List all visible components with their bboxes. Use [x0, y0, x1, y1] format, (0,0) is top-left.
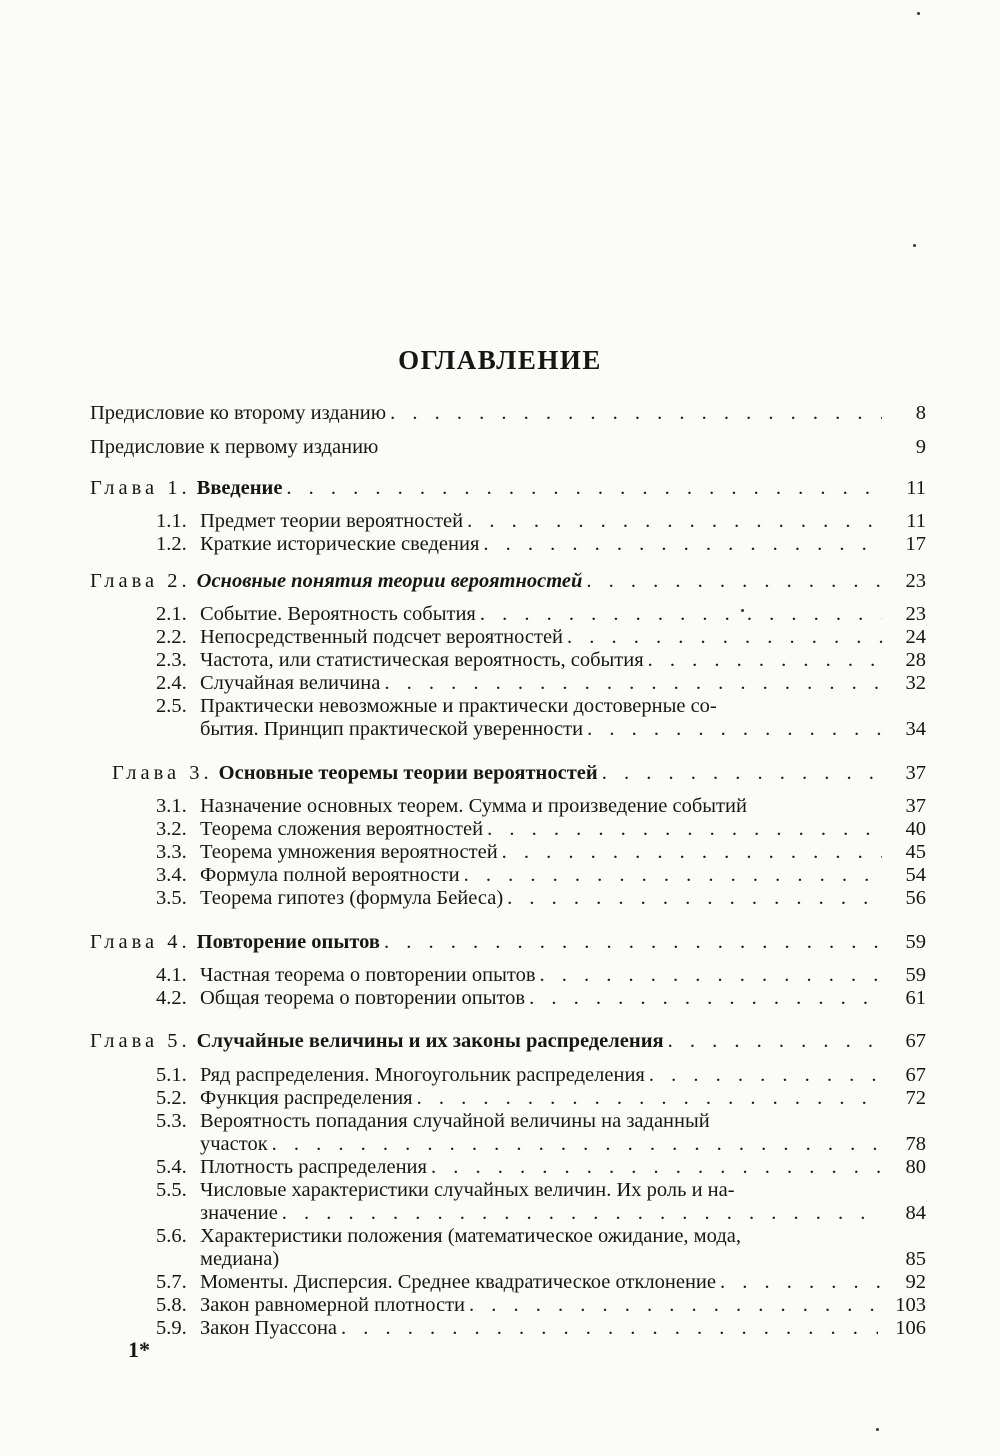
section-number: 5.7. — [156, 1271, 187, 1293]
toc-section-2-4 — [156, 671, 926, 695]
page-number: 9 — [915, 436, 926, 458]
leader-dots — [720, 1270, 882, 1294]
leader-dots — [540, 963, 882, 987]
entry-text: Предисловие к первому изданию — [90, 436, 379, 458]
section-text-line-1: Числовые характеристики случайных величин. Их роль и на- — [200, 1179, 735, 1201]
toc-section-3-3 — [156, 840, 926, 864]
toc-section-3-5 — [156, 886, 926, 910]
section-text: Случайная величина — [200, 672, 381, 694]
section-text-line-1: Характеристики положения (математическое ожидание, мода, — [200, 1225, 741, 1247]
toc-section-5-5 — [156, 1178, 926, 1226]
section-text: Событие. Вероятность события — [200, 603, 476, 625]
section-text: Формула полной вероятности — [200, 864, 460, 886]
section-number: 1.1. — [156, 510, 187, 532]
section-number: 2.4. — [156, 672, 187, 694]
toc-entry-preface-1 — [90, 435, 926, 459]
section-text-line-2: участок — [200, 1133, 268, 1155]
chapter-title: Повторение опытов — [196, 931, 380, 953]
page-number: 24 — [905, 626, 926, 648]
section-number: 5.5. — [156, 1179, 187, 1201]
section-text: Общая теорема о повторении опытов — [200, 987, 526, 1009]
page-number: 23 — [905, 603, 926, 625]
page-number: 67 — [905, 1064, 926, 1086]
chapter-prefix: Глава 1. — [90, 477, 191, 499]
leader-dots — [384, 671, 882, 695]
section-number: 5.1. — [156, 1064, 187, 1086]
chapter-title: Основные понятия теории вероятностей — [196, 570, 583, 592]
section-number: 2.1. — [156, 603, 187, 625]
chapter-prefix: Глава 2. — [90, 570, 191, 592]
page-number: 32 — [905, 672, 926, 694]
section-number: 1.2. — [156, 533, 187, 555]
toc-section-1-2 — [156, 532, 926, 556]
toc-section-2-5 — [156, 694, 926, 742]
section-text-line-2: бытия. Принцип практической уверенности — [200, 718, 584, 740]
page-number: 92 — [905, 1271, 926, 1293]
section-number: 2.5. — [156, 695, 187, 717]
leader-dots — [282, 1201, 882, 1225]
leader-dots — [286, 476, 882, 500]
page-number: 56 — [905, 887, 926, 909]
section-text: Теорема умножения вероятностей — [200, 841, 498, 863]
page-number: 23 — [905, 570, 926, 592]
leader-dots — [464, 863, 882, 887]
scan-speck — [876, 1428, 879, 1431]
page-number: 37 — [905, 795, 926, 817]
toc-section-4-2 — [156, 986, 926, 1010]
entry-text: Предисловие ко второму изданию — [90, 402, 387, 424]
page-number: 54 — [905, 864, 926, 886]
toc-section-3-1 — [156, 794, 926, 818]
section-text-line-2: медиана) — [200, 1248, 280, 1270]
toc-section-5-2 — [156, 1086, 926, 1110]
leader-dots — [529, 986, 882, 1010]
page-number: 84 — [905, 1202, 926, 1224]
section-number: 5.9. — [156, 1317, 187, 1339]
section-text: Краткие исторические сведения — [200, 533, 480, 555]
section-number: 2.3. — [156, 649, 187, 671]
page-number: 80 — [905, 1156, 926, 1178]
toc-chapter-3 — [112, 761, 926, 785]
section-number: 2.2. — [156, 626, 187, 648]
toc-chapter-4 — [90, 930, 926, 954]
page-number: 78 — [905, 1133, 926, 1155]
scan-speck — [917, 12, 920, 15]
page-number: 59 — [905, 964, 926, 986]
section-text: Назначение основных теорем. Сумма и произведение событий — [200, 795, 747, 817]
section-text: Моменты. Дисперсия. Среднее квадратическое отклонение — [200, 1271, 716, 1293]
page-number: 11 — [906, 477, 926, 499]
page-number: 106 — [895, 1317, 926, 1339]
toc-section-2-2 — [156, 625, 926, 649]
chapter-title: Основные теоремы теории вероятностей — [218, 762, 598, 784]
leader-dots — [587, 717, 882, 741]
page-number: 103 — [895, 1294, 926, 1316]
toc-section-3-2 — [156, 817, 926, 841]
page-number: 37 — [905, 762, 926, 784]
toc-section-2-3 — [156, 648, 926, 672]
leader-dots — [502, 840, 882, 864]
section-number: 3.3. — [156, 841, 187, 863]
leader-dots — [417, 1086, 882, 1110]
section-text: Предмет теории вероятностей — [200, 510, 464, 532]
leader-dots — [649, 1063, 882, 1087]
toc-chapter-1 — [90, 476, 926, 500]
section-text: Частота, или статистическая вероятность, события — [200, 649, 644, 671]
page-number: 8 — [915, 402, 926, 424]
section-text: Закон равномерной плотности — [200, 1294, 466, 1316]
leader-dots — [469, 1293, 878, 1317]
section-text: Закон Пуассона — [200, 1317, 338, 1339]
toc-section-5-8 — [156, 1293, 926, 1317]
toc-section-5-6 — [156, 1224, 926, 1272]
section-number: 5.2. — [156, 1087, 187, 1109]
toc-section-5-3 — [156, 1109, 926, 1157]
leader-dots — [467, 509, 882, 533]
section-number: 5.4. — [156, 1156, 187, 1178]
page-number: 34 — [905, 718, 926, 740]
leader-dots — [390, 401, 882, 425]
toc-chapter-5 — [90, 1029, 926, 1053]
leader-dots — [341, 1316, 878, 1340]
scan-speck — [913, 244, 916, 247]
section-number: 4.2. — [156, 987, 187, 1009]
toc-section-1-1 — [156, 509, 926, 533]
leader-dots — [384, 930, 882, 954]
leader-dots — [483, 532, 882, 556]
toc-section-3-4 — [156, 863, 926, 887]
section-text: Непосредственный подсчет вероятностей — [200, 626, 564, 648]
page-title: ОГЛАВЛЕНИЕ — [398, 345, 602, 375]
chapter-title: Случайные величины и их законы распределения — [196, 1030, 664, 1052]
section-text-line-1: Практически невозможные и практически достоверные со- — [200, 695, 717, 717]
section-number: 3.4. — [156, 864, 187, 886]
page-number: 40 — [905, 818, 926, 840]
section-text: Ряд распределения. Многоугольник распределения — [200, 1064, 645, 1086]
section-number: 5.8. — [156, 1294, 187, 1316]
leader-dots — [487, 817, 882, 841]
toc-section-4-1 — [156, 963, 926, 987]
signature-mark: 1* — [128, 1337, 150, 1362]
page-number: 61 — [905, 987, 926, 1009]
page-number: 17 — [905, 533, 926, 555]
toc-section-5-7 — [156, 1270, 926, 1294]
toc-entry-preface-2 — [90, 401, 926, 425]
leader-dots — [586, 569, 882, 593]
page-number: 28 — [905, 649, 926, 671]
toc-section-2-1 — [156, 602, 926, 626]
leader-dots — [668, 1029, 882, 1053]
chapter-title: Введение — [196, 477, 283, 499]
section-text-line-1: Вероятность попадания случайной величины на заданный — [200, 1110, 710, 1132]
section-text: Частная теорема о повторении опытов — [200, 964, 536, 986]
section-number: 3.5. — [156, 887, 187, 909]
page-number: 67 — [905, 1030, 926, 1052]
section-number: 5.6. — [156, 1225, 187, 1247]
section-number: 3.2. — [156, 818, 187, 840]
leader-dots — [272, 1132, 882, 1156]
section-text-line-2: значение — [200, 1202, 278, 1224]
leader-dots — [567, 625, 882, 649]
chapter-prefix: Глава 4. — [90, 931, 191, 953]
section-number: 3.1. — [156, 795, 187, 817]
leader-dots — [480, 602, 882, 626]
section-number: 4.1. — [156, 964, 187, 986]
leader-dots — [431, 1155, 882, 1179]
page-number: 45 — [905, 841, 926, 863]
page-number: 85 — [905, 1248, 926, 1270]
toc-section-5-1 — [156, 1063, 926, 1087]
toc-section-5-9 — [156, 1316, 926, 1340]
section-text: Теорема гипотез (формула Бейеса) — [200, 887, 504, 909]
leader-dots — [648, 648, 882, 672]
section-number: 5.3. — [156, 1110, 187, 1132]
section-text: Теорема сложения вероятностей — [200, 818, 484, 840]
section-text: Функция распределения — [200, 1087, 413, 1109]
page-number: 11 — [906, 510, 926, 532]
leader-dots — [602, 761, 882, 785]
scan-speck — [741, 609, 744, 612]
toc-section-5-4 — [156, 1155, 926, 1179]
toc-chapter-2 — [90, 569, 926, 593]
chapter-prefix: Глава 5. — [90, 1030, 191, 1052]
page-number: 59 — [905, 931, 926, 953]
section-text: Плотность распределения — [200, 1156, 427, 1178]
leader-dots — [507, 886, 882, 910]
page-number: 72 — [905, 1087, 926, 1109]
chapter-prefix: Глава 3. — [112, 762, 213, 784]
